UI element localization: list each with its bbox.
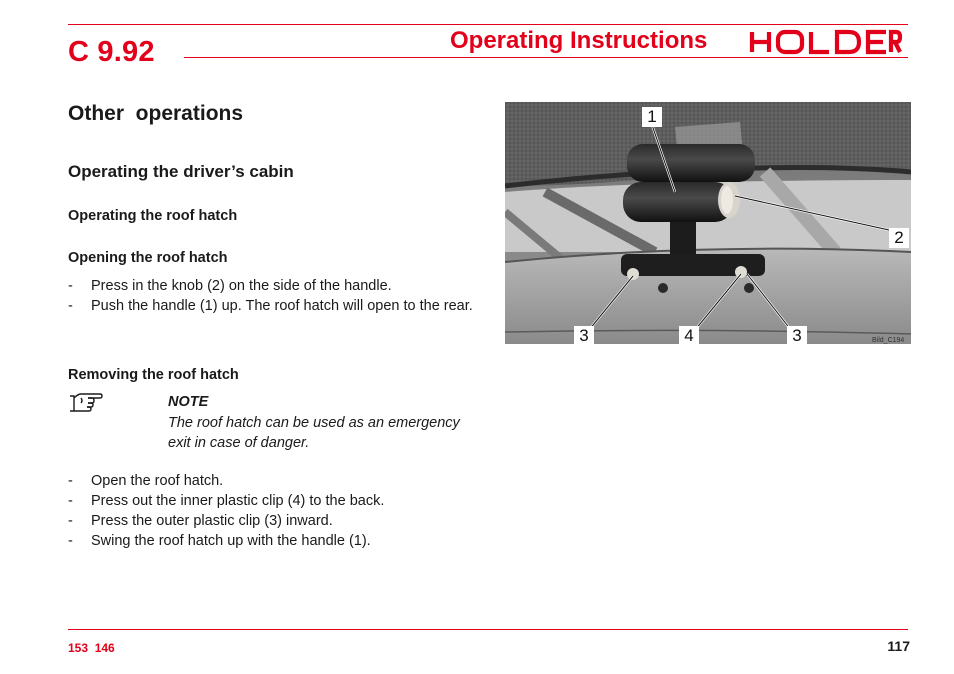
callout-3-right: 3 <box>787 326 807 344</box>
list-item: - Swing the roof hatch up with the handle (1). <box>68 533 371 549</box>
opening-steps-list <box>68 276 478 316</box>
callout-3-left: 3 <box>574 326 594 344</box>
heading-opening-roof-hatch: Opening the roof hatch <box>68 250 228 266</box>
document-code: 153 146 <box>68 641 115 655</box>
heading-operating-roof-hatch: Operating the roof hatch <box>68 208 238 224</box>
roof-hatch-photo <box>505 102 911 344</box>
subsection-title: Operating the driver’s cabin <box>68 162 294 181</box>
note-text: The roof hatch can be used as an emergency exit in case of danger. <box>168 415 460 451</box>
footer-rule <box>68 629 908 630</box>
callout-4: 4 <box>679 326 699 344</box>
heading-removing-roof-hatch: Removing the roof hatch <box>68 367 239 383</box>
document-title: Operating Instructions <box>450 27 708 54</box>
header-top-rule <box>68 24 908 25</box>
callout-2: 2 <box>889 228 909 248</box>
pointing-hand-icon <box>68 391 104 413</box>
note-label: NOTE <box>168 394 209 410</box>
section-title: Other operations <box>68 102 244 125</box>
page-number: 117 <box>887 638 910 654</box>
header-title-rule <box>184 57 908 58</box>
list-item: - Press in the knob (2) on the side of the handle. <box>68 278 392 294</box>
holder-logo <box>749 29 903 55</box>
callout-1: 1 <box>642 107 662 127</box>
list-item: - Press the outer plastic clip (3) inward. <box>68 513 333 529</box>
list-item: - Press out the inner plastic clip (4) to the back. <box>68 493 385 509</box>
model-number: C 9.92 <box>68 36 155 68</box>
list-item: - Open the roof hatch. <box>68 473 224 489</box>
list-item: - Push the handle (1) up. The roof hatch will open to the rear. <box>68 298 473 314</box>
removing-steps-list <box>68 471 488 551</box>
image-id-label: Bild_C194 <box>872 337 905 344</box>
